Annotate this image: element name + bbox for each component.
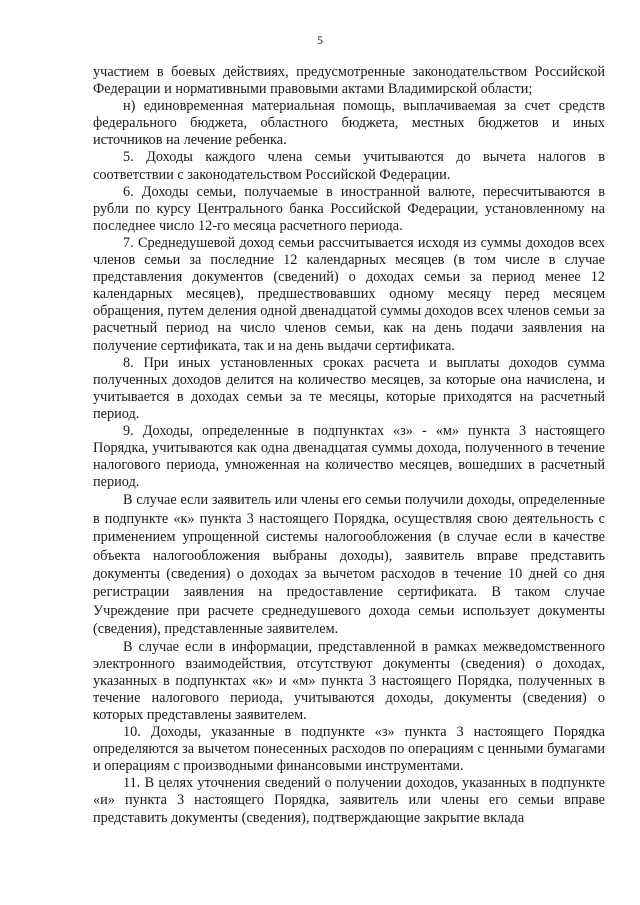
paragraph-9-simplified-tax: В случае если заявитель или члены его семьи получили доходы, определенные в подпункте «к» пункта 3 настоящего Порядка, осуществляя свою деятельность с применением упрощенной системы налогообложения (в случае если в качестве объекта налогообложения выбраны доходы), заявитель вправе представить документы (сведения) о доходах за вычетом расходов в течение 10 дней со дня регистрации заявления на предоставление сертификата. В таком случае Учреждение при расчете среднедушевого дохода семьи использует документы (сведения), представленные заявителем.: [93, 492, 605, 638]
paragraph-subitem-n: н) единовременная материальная помощь, выплачиваемая за счет средств федерального бюджета, областного бюджета, местных бюджетов и иных источников на лечение ребенка.: [93, 98, 605, 149]
paragraph-11: 11. В целях уточнения сведений о получении доходов, указанных в подпункте «и» пункта 3 настоящего Порядка, заявитель или члены его семьи вправе представить документы (сведения), подтверждающие закрытие вклада: [93, 775, 605, 826]
document-body: [93, 64, 605, 827]
paragraph-7: 7. Среднедушевой доход семьи рассчитывается исходя из суммы доходов всех членов семьи за последние 12 календарных месяцев (в том числе в случае представления документов (сведений) о доходах семьи за период менее 12 календарных месяцев), предшествовавших одному месяцу перед месяцем обращения, путем деления одной двенадцатой суммы доходов всех членов семьи за расчетный период на число членов семьи, как на день подачи заявления на получение сертификата, так и на день выдачи сертификата.: [93, 234, 605, 354]
page-number: 5: [317, 33, 323, 47]
paragraph-6: 6. Доходы семьи, получаемые в иностранной валюте, пересчитываются в рубли по курсу Центрального банка Российской Федерации, установленному на последнее число 12-го месяца расчетного периода.: [93, 183, 605, 234]
paragraph-8: 8. При иных установленных сроках расчета и выплаты доходов сумма полученных доходов делится на количество месяцев, за которые она начислена, и учитывается в доходах семьи за те месяцы, которые приходятся на расчетный период.: [93, 354, 605, 422]
paragraph-9: 9. Доходы, определенные в подпунктах «з» - «м» пункта 3 настоящего Порядка, учитываются как одна двенадцатая суммы дохода, полученного в течение налогового периода, умноженная на количество месяцев, вошедших в расчетный период.: [93, 422, 605, 491]
paragraph-9-interagency: В случае если в информации, представленной в рамках межведомственного электронного взаимодействия, отсутствуют документы (сведения) о доходах, указанных в подпунктах «к» и «м» пункта 3 настоящего Порядка, полученных в течение налогового периода, учитываются доходы, документы (сведения) о которых представлены заявителем.: [93, 638, 605, 723]
paragraph-10: 10. Доходы, указанные в подпункте «з» пункта 3 настоящего Порядка определяются за вычетом понесенных расходов по операциям с ценными бумагами и операциям с производными финансовыми инструментами.: [93, 724, 605, 775]
paragraph-continuation: участием в боевых действиях, предусмотренные законодательством Российской Федерации и нормативными правовыми актами Владимирской области;: [93, 64, 605, 98]
paragraph-5: 5. Доходы каждого члена семьи учитываются до вычета налогов в соответствии с законодательством Российской Федерации.: [93, 149, 605, 183]
